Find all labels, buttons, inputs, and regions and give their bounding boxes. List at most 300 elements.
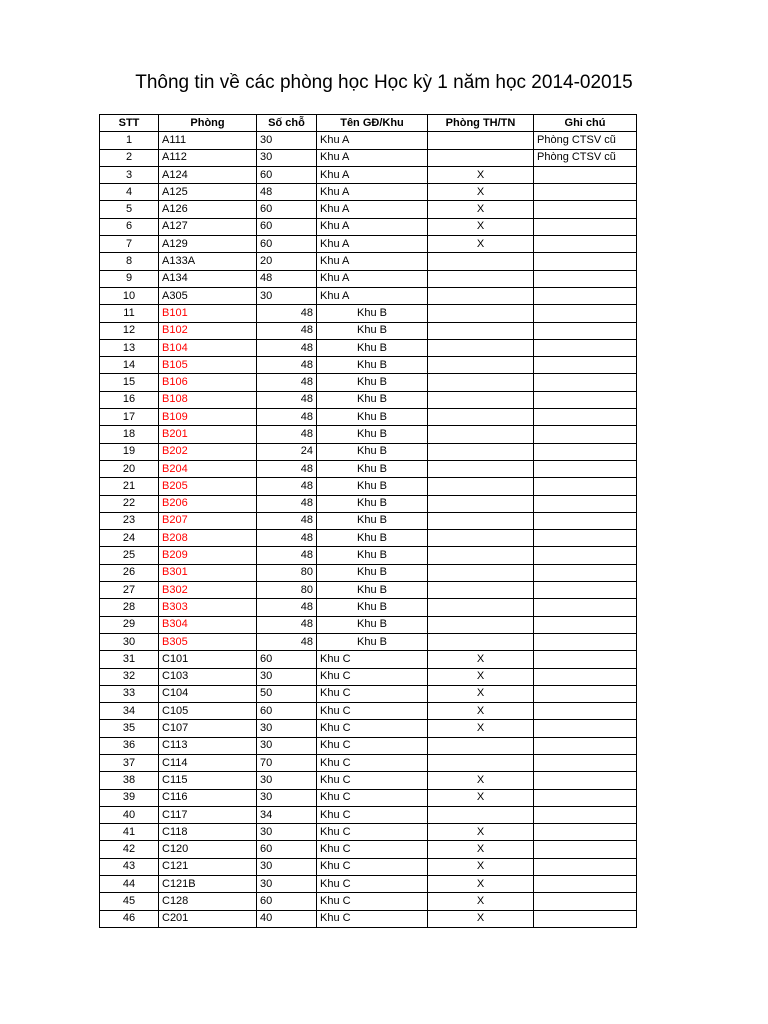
note-cell xyxy=(534,772,637,789)
lab-cell: X xyxy=(428,824,534,841)
seats-cell: 48 xyxy=(257,478,317,495)
seats-cell: 48 xyxy=(257,633,317,650)
room-cell: A112 xyxy=(159,149,257,166)
table-row xyxy=(100,564,637,581)
lab-cell: X xyxy=(428,772,534,789)
table-row xyxy=(100,651,637,668)
zone-cell: Khu C xyxy=(317,720,428,737)
table-row xyxy=(100,633,637,650)
table-body xyxy=(100,132,637,928)
seats-cell: 30 xyxy=(257,287,317,304)
row-number-cell: 11 xyxy=(100,305,159,322)
room-cell: B105 xyxy=(159,357,257,374)
row-number-cell: 30 xyxy=(100,633,159,650)
note-cell xyxy=(534,754,637,771)
note-cell xyxy=(534,409,637,426)
room-cell: B202 xyxy=(159,443,257,460)
note-cell xyxy=(534,841,637,858)
zone-cell: Khu C xyxy=(317,685,428,702)
table-row xyxy=(100,339,637,356)
room-cell: C101 xyxy=(159,651,257,668)
table-row xyxy=(100,270,637,287)
row-number-cell: 39 xyxy=(100,789,159,806)
row-number-cell: 8 xyxy=(100,253,159,270)
seats-cell: 48 xyxy=(257,357,317,374)
lab-cell xyxy=(428,737,534,754)
table-row xyxy=(100,737,637,754)
room-cell: A111 xyxy=(159,132,257,149)
lab-cell xyxy=(428,357,534,374)
zone-cell: Khu C xyxy=(317,789,428,806)
seats-cell: 60 xyxy=(257,218,317,235)
note-cell xyxy=(534,357,637,374)
table-row xyxy=(100,806,637,823)
room-cell: B302 xyxy=(159,582,257,599)
row-number-cell: 17 xyxy=(100,409,159,426)
note-cell xyxy=(534,166,637,183)
note-cell xyxy=(534,737,637,754)
room-cell: A127 xyxy=(159,218,257,235)
note-cell xyxy=(534,287,637,304)
room-cell: C104 xyxy=(159,685,257,702)
row-number-cell: 41 xyxy=(100,824,159,841)
row-number-cell: 20 xyxy=(100,460,159,477)
lab-cell: X xyxy=(428,668,534,685)
seats-cell: 80 xyxy=(257,564,317,581)
zone-cell: Khu A xyxy=(317,253,428,270)
room-cell: B304 xyxy=(159,616,257,633)
room-cell: A305 xyxy=(159,287,257,304)
seats-cell: 30 xyxy=(257,858,317,875)
zone-cell: Khu C xyxy=(317,806,428,823)
table-row xyxy=(100,599,637,616)
table-row xyxy=(100,287,637,304)
seats-cell: 60 xyxy=(257,841,317,858)
row-number-cell: 32 xyxy=(100,668,159,685)
note-cell xyxy=(534,893,637,910)
table-row xyxy=(100,720,637,737)
seats-cell: 30 xyxy=(257,772,317,789)
table-row xyxy=(100,374,637,391)
room-cell: C118 xyxy=(159,824,257,841)
seats-cell: 80 xyxy=(257,582,317,599)
zone-cell: Khu A xyxy=(317,270,428,287)
row-number-cell: 33 xyxy=(100,685,159,702)
seats-cell: 60 xyxy=(257,703,317,720)
table-row xyxy=(100,166,637,183)
seats-cell: 30 xyxy=(257,876,317,893)
zone-cell: Khu A xyxy=(317,287,428,304)
lab-cell xyxy=(428,322,534,339)
row-number-cell: 22 xyxy=(100,495,159,512)
note-cell xyxy=(534,478,637,495)
lab-cell: X xyxy=(428,876,534,893)
seats-cell: 24 xyxy=(257,443,317,460)
room-cell: B209 xyxy=(159,547,257,564)
lab-cell xyxy=(428,253,534,270)
lab-cell xyxy=(428,132,534,149)
lab-cell xyxy=(428,512,534,529)
header-zone: Tên GĐ/Khu xyxy=(317,115,428,132)
table-header-row xyxy=(100,115,637,132)
rooms-table xyxy=(99,114,637,928)
seats-cell: 48 xyxy=(257,339,317,356)
seats-cell: 48 xyxy=(257,530,317,547)
seats-cell: 60 xyxy=(257,166,317,183)
lab-cell: X xyxy=(428,166,534,183)
row-number-cell: 4 xyxy=(100,184,159,201)
seats-cell: 30 xyxy=(257,737,317,754)
note-cell xyxy=(534,201,637,218)
seats-cell: 60 xyxy=(257,201,317,218)
lab-cell: X xyxy=(428,201,534,218)
room-cell: B108 xyxy=(159,391,257,408)
row-number-cell: 15 xyxy=(100,374,159,391)
zone-cell: Khu C xyxy=(317,910,428,927)
seats-cell: 48 xyxy=(257,547,317,564)
seats-cell: 30 xyxy=(257,149,317,166)
header-seats: Số chỗ xyxy=(257,115,317,132)
table-row xyxy=(100,391,637,408)
lab-cell xyxy=(428,564,534,581)
lab-cell xyxy=(428,374,534,391)
room-cell: C117 xyxy=(159,806,257,823)
zone-cell: Khu A xyxy=(317,184,428,201)
row-number-cell: 46 xyxy=(100,910,159,927)
zone-cell: Khu B xyxy=(317,582,428,599)
room-cell: A126 xyxy=(159,201,257,218)
room-cell: B305 xyxy=(159,633,257,650)
table-row xyxy=(100,754,637,771)
room-cell: B301 xyxy=(159,564,257,581)
room-cell: B207 xyxy=(159,512,257,529)
table-row xyxy=(100,218,637,235)
lab-cell xyxy=(428,599,534,616)
seats-cell: 48 xyxy=(257,270,317,287)
lab-cell xyxy=(428,754,534,771)
table-row xyxy=(100,668,637,685)
room-cell: B201 xyxy=(159,426,257,443)
lab-cell: X xyxy=(428,651,534,668)
table-row xyxy=(100,530,637,547)
room-cell: C121 xyxy=(159,858,257,875)
zone-cell: Khu B xyxy=(317,599,428,616)
row-number-cell: 28 xyxy=(100,599,159,616)
seats-cell: 30 xyxy=(257,824,317,841)
room-cell: B208 xyxy=(159,530,257,547)
zone-cell: Khu A xyxy=(317,132,428,149)
zone-cell: Khu B xyxy=(317,564,428,581)
zone-cell: Khu B xyxy=(317,426,428,443)
row-number-cell: 16 xyxy=(100,391,159,408)
row-number-cell: 9 xyxy=(100,270,159,287)
zone-cell: Khu C xyxy=(317,876,428,893)
lab-cell xyxy=(428,478,534,495)
lab-cell xyxy=(428,270,534,287)
row-number-cell: 14 xyxy=(100,357,159,374)
table-row xyxy=(100,582,637,599)
seats-cell: 60 xyxy=(257,651,317,668)
room-cell: C107 xyxy=(159,720,257,737)
zone-cell: Khu B xyxy=(317,460,428,477)
zone-cell: Khu B xyxy=(317,322,428,339)
zone-cell: Khu C xyxy=(317,858,428,875)
seats-cell: 60 xyxy=(257,893,317,910)
lab-cell xyxy=(428,530,534,547)
row-number-cell: 40 xyxy=(100,806,159,823)
note-cell xyxy=(534,495,637,512)
table-row xyxy=(100,236,637,253)
row-number-cell: 19 xyxy=(100,443,159,460)
zone-cell: Khu B xyxy=(317,357,428,374)
row-number-cell: 13 xyxy=(100,339,159,356)
room-cell: B109 xyxy=(159,409,257,426)
seats-cell: 30 xyxy=(257,668,317,685)
row-number-cell: 34 xyxy=(100,703,159,720)
table-row xyxy=(100,789,637,806)
seats-cell: 48 xyxy=(257,391,317,408)
seats-cell: 34 xyxy=(257,806,317,823)
zone-cell: Khu B xyxy=(317,374,428,391)
note-cell: Phòng CTSV cũ xyxy=(534,132,637,149)
zone-cell: Khu A xyxy=(317,236,428,253)
row-number-cell: 26 xyxy=(100,564,159,581)
room-cell: C113 xyxy=(159,737,257,754)
note-cell xyxy=(534,564,637,581)
lab-cell: X xyxy=(428,218,534,235)
table-row xyxy=(100,703,637,720)
note-cell xyxy=(534,824,637,841)
lab-cell: X xyxy=(428,685,534,702)
lab-cell: X xyxy=(428,720,534,737)
zone-cell: Khu B xyxy=(317,512,428,529)
lab-cell xyxy=(428,339,534,356)
table-row xyxy=(100,443,637,460)
seats-cell: 48 xyxy=(257,322,317,339)
seats-cell: 48 xyxy=(257,374,317,391)
lab-cell: X xyxy=(428,236,534,253)
lab-cell xyxy=(428,547,534,564)
table-row xyxy=(100,149,637,166)
lab-cell xyxy=(428,616,534,633)
lab-cell xyxy=(428,305,534,322)
row-number-cell: 35 xyxy=(100,720,159,737)
zone-cell: Khu B xyxy=(317,495,428,512)
row-number-cell: 7 xyxy=(100,236,159,253)
note-cell xyxy=(534,547,637,564)
zone-cell: Khu B xyxy=(317,547,428,564)
note-cell xyxy=(534,668,637,685)
row-number-cell: 43 xyxy=(100,858,159,875)
row-number-cell: 37 xyxy=(100,754,159,771)
room-cell: C103 xyxy=(159,668,257,685)
row-number-cell: 12 xyxy=(100,322,159,339)
row-number-cell: 2 xyxy=(100,149,159,166)
row-number-cell: 23 xyxy=(100,512,159,529)
seats-cell: 48 xyxy=(257,426,317,443)
table-row xyxy=(100,910,637,927)
note-cell xyxy=(534,633,637,650)
room-cell: C105 xyxy=(159,703,257,720)
room-cell: B206 xyxy=(159,495,257,512)
room-cell: A134 xyxy=(159,270,257,287)
zone-cell: Khu C xyxy=(317,841,428,858)
lab-cell xyxy=(428,633,534,650)
zone-cell: Khu B xyxy=(317,391,428,408)
row-number-cell: 36 xyxy=(100,737,159,754)
row-number-cell: 45 xyxy=(100,893,159,910)
note-cell xyxy=(534,651,637,668)
room-cell: B204 xyxy=(159,460,257,477)
zone-cell: Khu B xyxy=(317,339,428,356)
table-row xyxy=(100,357,637,374)
note-cell xyxy=(534,806,637,823)
row-number-cell: 42 xyxy=(100,841,159,858)
row-number-cell: 31 xyxy=(100,651,159,668)
seats-cell: 48 xyxy=(257,460,317,477)
note-cell xyxy=(534,703,637,720)
seats-cell: 48 xyxy=(257,184,317,201)
row-number-cell: 25 xyxy=(100,547,159,564)
room-cell: C115 xyxy=(159,772,257,789)
seats-cell: 48 xyxy=(257,305,317,322)
zone-cell: Khu C xyxy=(317,893,428,910)
lab-cell xyxy=(428,443,534,460)
note-cell xyxy=(534,253,637,270)
table-row xyxy=(100,893,637,910)
zone-cell: Khu C xyxy=(317,754,428,771)
table-row xyxy=(100,409,637,426)
room-cell: B104 xyxy=(159,339,257,356)
lab-cell xyxy=(428,806,534,823)
room-cell: C116 xyxy=(159,789,257,806)
row-number-cell: 1 xyxy=(100,132,159,149)
seats-cell: 48 xyxy=(257,616,317,633)
table-row xyxy=(100,478,637,495)
zone-cell: Khu C xyxy=(317,651,428,668)
table-row xyxy=(100,460,637,477)
header-note: Ghi chú xyxy=(534,115,637,132)
table-row xyxy=(100,824,637,841)
note-cell: Phòng CTSV cũ xyxy=(534,149,637,166)
seats-cell: 48 xyxy=(257,599,317,616)
table-row xyxy=(100,616,637,633)
lab-cell: X xyxy=(428,858,534,875)
room-cell: C201 xyxy=(159,910,257,927)
table-row xyxy=(100,876,637,893)
seats-cell: 70 xyxy=(257,754,317,771)
note-cell xyxy=(534,789,637,806)
seats-cell: 40 xyxy=(257,910,317,927)
lab-cell: X xyxy=(428,184,534,201)
table-row xyxy=(100,253,637,270)
note-cell xyxy=(534,426,637,443)
seats-cell: 48 xyxy=(257,409,317,426)
lab-cell xyxy=(428,391,534,408)
note-cell xyxy=(534,391,637,408)
lab-cell xyxy=(428,582,534,599)
header-lab: Phòng TH/TN xyxy=(428,115,534,132)
note-cell xyxy=(534,512,637,529)
zone-cell: Khu B xyxy=(317,443,428,460)
table-row xyxy=(100,184,637,201)
zone-cell: Khu A xyxy=(317,218,428,235)
zone-cell: Khu A xyxy=(317,166,428,183)
row-number-cell: 27 xyxy=(100,582,159,599)
row-number-cell: 3 xyxy=(100,166,159,183)
zone-cell: Khu B xyxy=(317,478,428,495)
lab-cell: X xyxy=(428,789,534,806)
zone-cell: Khu B xyxy=(317,409,428,426)
zone-cell: Khu B xyxy=(317,633,428,650)
room-cell: C114 xyxy=(159,754,257,771)
zone-cell: Khu C xyxy=(317,668,428,685)
table-row xyxy=(100,512,637,529)
zone-cell: Khu B xyxy=(317,530,428,547)
note-cell xyxy=(534,616,637,633)
table-row xyxy=(100,201,637,218)
zone-cell: Khu C xyxy=(317,824,428,841)
note-cell xyxy=(534,305,637,322)
room-cell: A133A xyxy=(159,253,257,270)
note-cell xyxy=(534,322,637,339)
table-row xyxy=(100,322,637,339)
lab-cell: X xyxy=(428,841,534,858)
lab-cell: X xyxy=(428,910,534,927)
zone-cell: Khu B xyxy=(317,305,428,322)
room-cell: A125 xyxy=(159,184,257,201)
note-cell xyxy=(534,443,637,460)
room-cell: B102 xyxy=(159,322,257,339)
table-row xyxy=(100,685,637,702)
zone-cell: Khu A xyxy=(317,201,428,218)
seats-cell: 60 xyxy=(257,236,317,253)
row-number-cell: 10 xyxy=(100,287,159,304)
note-cell xyxy=(534,460,637,477)
table-row xyxy=(100,858,637,875)
note-cell xyxy=(534,270,637,287)
zone-cell: Khu C xyxy=(317,703,428,720)
room-cell: B303 xyxy=(159,599,257,616)
table-row xyxy=(100,426,637,443)
seats-cell: 50 xyxy=(257,685,317,702)
note-cell xyxy=(534,582,637,599)
row-number-cell: 44 xyxy=(100,876,159,893)
row-number-cell: 21 xyxy=(100,478,159,495)
header-room: Phòng xyxy=(159,115,257,132)
row-number-cell: 6 xyxy=(100,218,159,235)
room-cell: C121B xyxy=(159,876,257,893)
lab-cell xyxy=(428,460,534,477)
note-cell xyxy=(534,184,637,201)
note-cell xyxy=(534,374,637,391)
seats-cell: 30 xyxy=(257,789,317,806)
lab-cell: X xyxy=(428,893,534,910)
lab-cell xyxy=(428,426,534,443)
lab-cell: X xyxy=(428,703,534,720)
note-cell xyxy=(534,599,637,616)
lab-cell xyxy=(428,149,534,166)
row-number-cell: 18 xyxy=(100,426,159,443)
room-cell: A129 xyxy=(159,236,257,253)
zone-cell: Khu C xyxy=(317,772,428,789)
row-number-cell: 24 xyxy=(100,530,159,547)
zone-cell: Khu B xyxy=(317,616,428,633)
room-cell: B106 xyxy=(159,374,257,391)
note-cell xyxy=(534,685,637,702)
room-cell: B101 xyxy=(159,305,257,322)
note-cell xyxy=(534,339,637,356)
